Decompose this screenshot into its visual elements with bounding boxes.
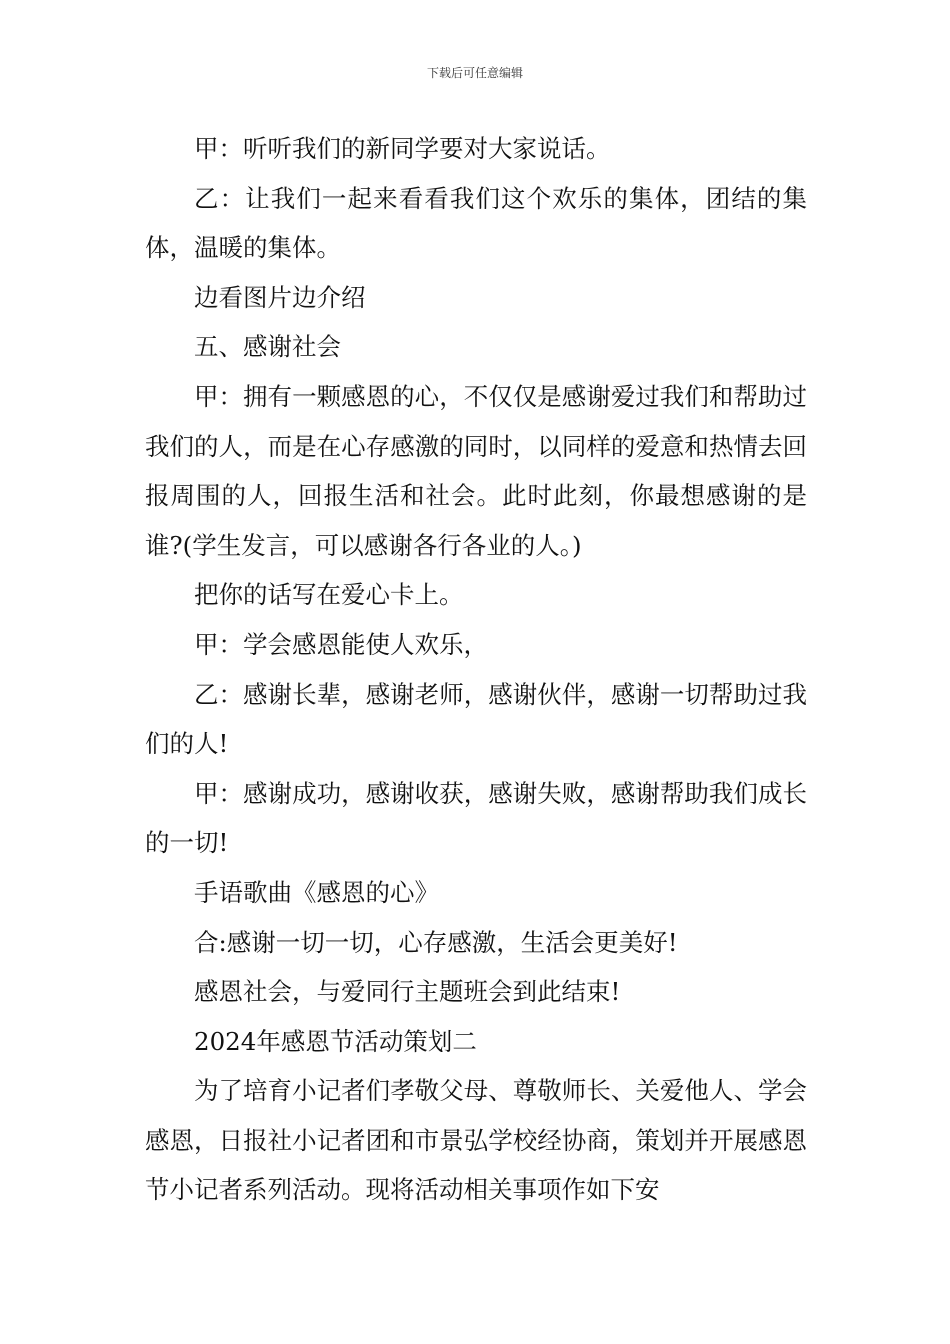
stage-direction: 边看图片边介绍: [194, 282, 366, 312]
dialogue-line: 甲：拥有一颗感恩的心，不仅仅是感谢爱过我们和帮助过我们的人，而是在心存感激的同时，以同样的爱意和热情去回报周围的人，回报生活和社会。此时此刻，你最想感谢的是谁?(学生发言，可以感谢各行各业的人。): [145, 381, 807, 560]
dialogue-line: 甲：学会感恩能使人欢乐，: [194, 629, 488, 659]
dialogue-line: 乙：让我们一起来看看我们这个欢乐的集体，团结的集体，温暖的集体。: [145, 183, 807, 263]
section-heading: 五、感谢社会: [194, 332, 341, 362]
stage-direction: 把你的话写在爱心卡上。: [194, 580, 464, 610]
body-paragraph: 为了培育小记者们孝敬父母、尊敬师长、关爱他人、学会感恩，日报社小记者团和市景弘学校经协商，策划并开展感恩节小记者系列活动。现将活动相关事项作如下安: [145, 1076, 807, 1205]
dialogue-line: 乙：感谢长辈，感谢老师，感谢伙伴，感谢一切帮助过我们的人!: [145, 679, 807, 759]
dialogue-line: 甲：听听我们的新同学要对大家说话。: [194, 134, 611, 163]
section-heading: 2024年感恩节活动策划二: [194, 1026, 477, 1056]
dialogue-line: 甲：感谢成功，感谢收获，感谢失败，感谢帮助我们成长的一切!: [145, 778, 807, 858]
page-header: 下载后可任意编辑: [426, 66, 523, 80]
stage-direction: 手语歌曲《感恩的心》: [194, 877, 439, 907]
dialogue-line: 合:感谢一切一切，心存感激，生活会更美好!: [194, 927, 678, 957]
closing-line: 感恩社会，与爱同行主题班会到此结束!: [194, 977, 621, 1007]
document-body: [145, 124, 807, 1215]
